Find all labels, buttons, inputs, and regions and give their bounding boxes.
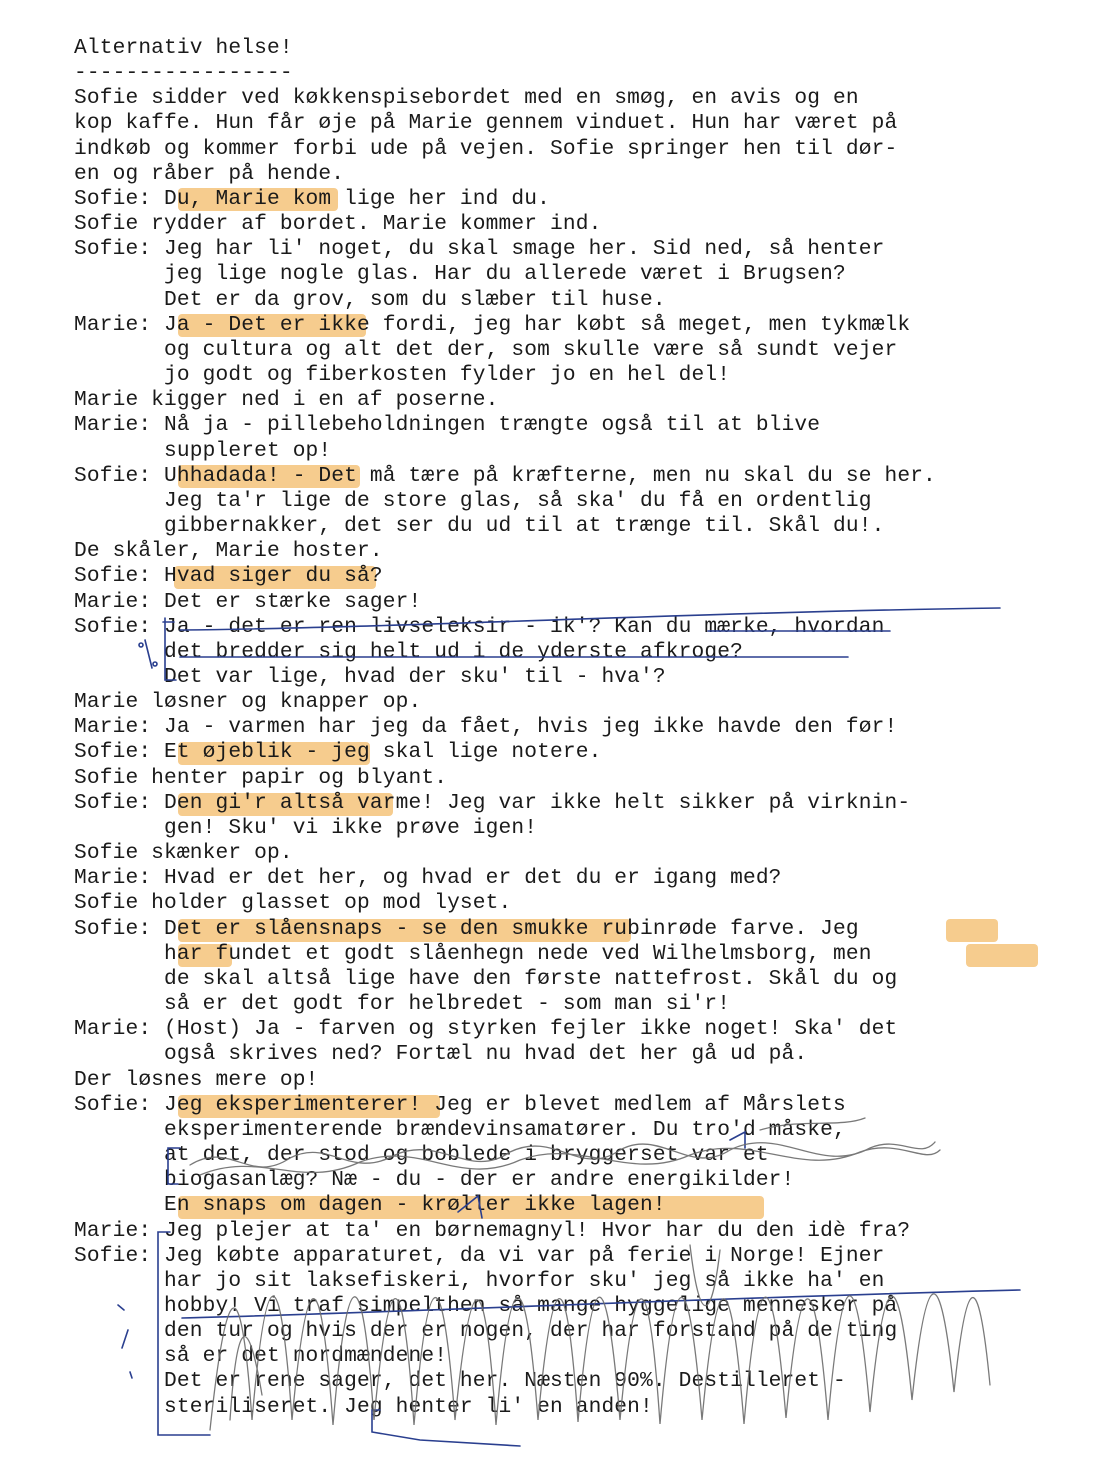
text-line: Det var lige, hvad der sku' til - hva'? — [74, 665, 666, 689]
text-line: Marie: Ja - varmen har jeg da fået, hvis jeg ikke havde den før! — [74, 715, 898, 740]
text-line: har jo sit laksefiskeri, hvorfor sku' jeg så ikke ha' en — [74, 1268, 885, 1293]
text-line: kop kaffe. Hun får øje på Marie gennem vinduet. Hun har været på — [74, 111, 898, 136]
pen-edit-marks — [118, 608, 1020, 1446]
text-line: eksperimenterende brændevinsamatører. Du tro'd måske, — [74, 1117, 846, 1142]
text-line: Marie: Ja - Det er ikke fordi, jeg har købt så meget, men tykmælk — [74, 312, 911, 337]
text-line: Jeg ta'r lige de store glas, så ska' du få en ordentlig — [74, 488, 872, 513]
text-line: Sofie: Ja - det er ren livseleksir - ik'? Kan du mærke, hvordan — [74, 614, 885, 639]
text-line: En snaps om dagen - krøller ikke lagen! — [74, 1193, 666, 1218]
text-line: Sofie: Du, Marie kom lige her ind du. — [74, 186, 550, 211]
pencil-scribbles — [190, 1118, 990, 1430]
text-line: Marie løsner og knapper op. — [74, 690, 422, 715]
text-line: Sofie sidder ved køkkenspisebordet med en smøg, en avis og en — [74, 86, 859, 111]
text-line: Marie: Hvad er det her, og hvad er det du er igang med? — [74, 866, 782, 891]
text-line: Alternativ helse! — [74, 36, 293, 60]
text-line: Sofie: Jeg har li' noget, du skal smage her. Sid ned, så henter — [74, 237, 885, 262]
text-line: Sofie: Uhhadada! - Det må tære på kræfterne, men nu skal du se her. — [74, 463, 936, 488]
text-line: Marie kigger ned i en af poserne. — [74, 388, 499, 413]
text-line: har fundet et godt slåenhegn nede ved Wilhelmsborg, men — [74, 941, 872, 966]
text-line: gen! Sku' vi ikke prøve igen! — [74, 815, 538, 840]
text-line: Der løsnes mere op! — [74, 1067, 319, 1092]
text-line: Sofie: Det er slåensnaps - se den smukke rubinrøde farve. Jeg — [74, 916, 859, 941]
text-line: suppleret op! — [74, 438, 332, 463]
text-line: og cultura og alt det der, som skulle være så sundt vejer — [74, 337, 898, 362]
text-line: steriliseret. Jeg henter li' en anden! — [74, 1394, 653, 1419]
text-line: Marie: Jeg plejer at ta' en børnemagnyl! Hvor har du den idè fra? — [74, 1218, 911, 1243]
text-line: en og råber på hende. — [74, 161, 345, 186]
text-line: også skrives ned? Fortæl nu hvad det her gå ud på. — [74, 1042, 808, 1067]
text-line: så er det nordmændene! — [74, 1344, 448, 1369]
text-line: Det er da grov, som du slæber til huse. — [74, 287, 666, 312]
text-line: det bredder sig helt ud i de yderste afkroge? — [74, 639, 743, 664]
text-line: den tur og hvis der er nogen, der har forstand på de ting — [74, 1319, 898, 1344]
text-line: hobby! Vi traf simpelthen så mange hyggelige mennesker på — [74, 1294, 898, 1318]
text-line: Det er rene sager, det her. Næsten 90%. Destilleret - — [74, 1369, 846, 1394]
text-line: Sofie henter papir og blyant. — [74, 765, 448, 790]
text-line: Sofie: Jeg eksperimenterer! Jeg er blevet medlem af Mårslets — [74, 1092, 846, 1117]
text-line: Marie: Det er stærke sager! — [74, 589, 422, 614]
text-line: indkøb og kommer forbi ude på vejen. Sofie springer hen til dør- — [74, 136, 898, 161]
text-line: Sofie: Den gi'r altså varme! Jeg var ikke helt sikker på virknin- — [74, 790, 911, 815]
text-line: gibbernakker, det ser du ud til at trænge til. Skål du!. — [74, 514, 885, 539]
text-line: de skal altså lige have den første nattefrost. Skål du og — [74, 966, 898, 991]
text-line: Sofie skænker op. — [74, 841, 293, 866]
text-line: Marie: Nå ja - pillebeholdningen trængte også til at blive — [74, 413, 821, 438]
text-line: at det, der stod og boblede i bryggerset var et — [74, 1143, 769, 1168]
text-line: jeg lige nogle glas. Har du allerede været i Brugsen? — [74, 262, 846, 287]
text-line: Sofie holder glasset op mod lyset. — [74, 891, 512, 916]
text-line: Sofie: Et øjeblik - jeg skal lige notere. — [74, 740, 602, 765]
text-line: Marie: (Host) Ja - farven og styrken fejler ikke noget! Ska' det — [74, 1017, 898, 1042]
text-line: Sofie rydder af bordet. Marie kommer ind. — [74, 212, 602, 237]
text-line: jo godt og fiberkosten fylder jo en hel del! — [74, 363, 731, 388]
text-line: Sofie: Jeg købte apparaturet, da vi var på ferie i Norge! Ejner — [74, 1243, 885, 1268]
text-line: Sofie: Hvad siger du så? — [74, 564, 383, 589]
text-line: biogasanlæg? Næ - du - der er andre energikilder! — [74, 1168, 795, 1193]
text-line: så er det godt for helbredet - som man si'r! — [74, 992, 731, 1017]
text-line: De skåler, Marie hoster. — [74, 539, 383, 564]
text-line: ----------------- — [74, 61, 293, 86]
